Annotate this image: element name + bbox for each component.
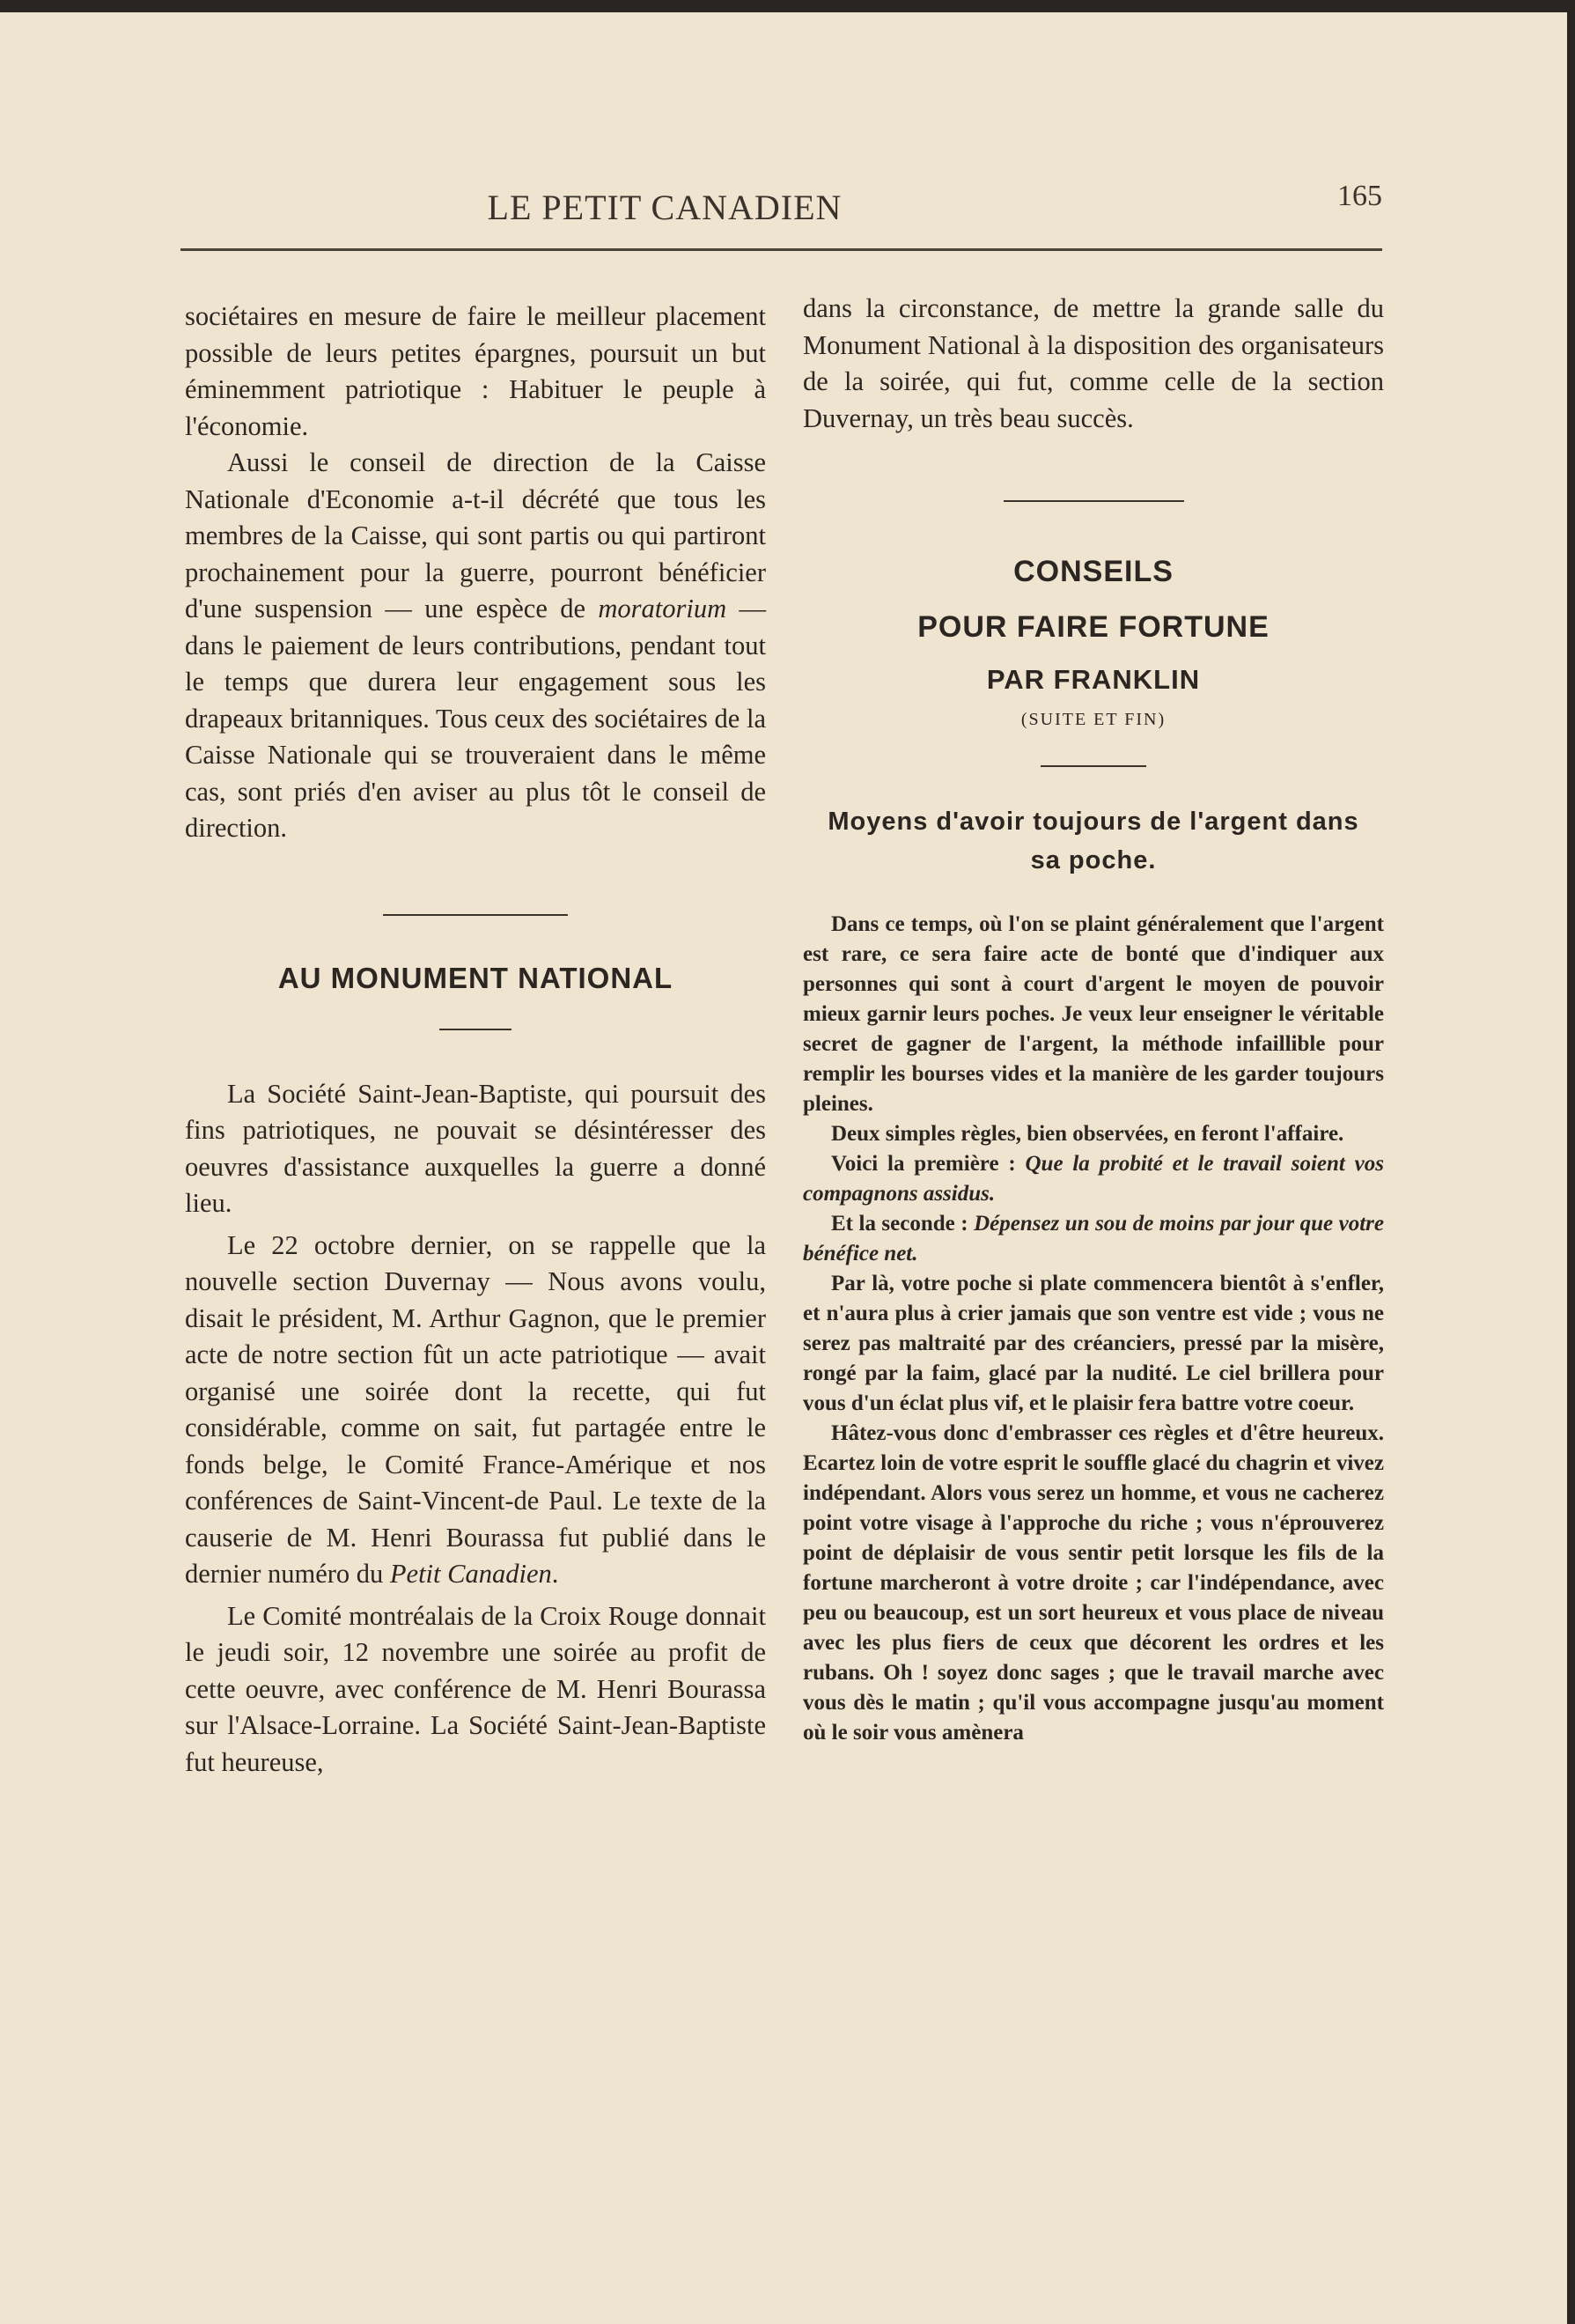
page-header bbox=[180, 180, 1382, 250]
paragraph bbox=[185, 445, 766, 847]
page-number: 165 bbox=[1337, 180, 1382, 212]
short-divider bbox=[1041, 765, 1146, 767]
article-title-line-2: POUR FAIRE FORTUNE bbox=[917, 610, 1270, 644]
right-column bbox=[803, 291, 1384, 1748]
text-run: Et la seconde : bbox=[831, 1212, 975, 1236]
page bbox=[0, 12, 1567, 2324]
italic-title: Petit Canadien bbox=[389, 1559, 552, 1589]
text-run: — dans le paiement de leurs contributions, pendant tout le temps que durera leur engagement sous les drapeaux britanniques. Tous ceux des sociétaires de la Caisse Nationale qui se trouveraient dans le même cas, sont priés d'en aviser au plus tôt le conseil de direction. bbox=[185, 594, 766, 843]
paragraph: dans la circonstance, de mettre la grande salle du Monument National à la disposition des organisateurs de la soirée, qui fut, comme celle de la section Duvernay, un très beau succès. bbox=[803, 293, 1384, 433]
paragraph bbox=[803, 1209, 1384, 1269]
section-divider bbox=[383, 914, 568, 916]
italic-rule: Dépensez un sou de moins par jour que votre bénéfice net. bbox=[803, 1212, 1384, 1265]
article-body bbox=[803, 910, 1384, 1748]
section-heading: AU MONUMENT NATIONAL bbox=[277, 961, 673, 994]
header-rule bbox=[180, 248, 1382, 251]
subheading: Moyens d'avoir toujours de l'argent dans sa poche. bbox=[828, 808, 1359, 874]
text-run: Voici la première : bbox=[831, 1152, 1026, 1176]
text-run: . bbox=[551, 1559, 559, 1589]
paragraph bbox=[803, 1149, 1384, 1209]
text-run: Aussi le conseil de direction de la Caisse Nationale d'Economie a-t-il décrété que tous les membres de la Caisse, qui sont partis ou qui partiront prochainement pour la guerre, pourront bénéficier d'une suspension — une espèce de bbox=[185, 447, 766, 623]
paragraph: Dans ce temps, où l'on se plaint généralement que l'argent est rare, ce sera faire acte de bonté que d'indiquer aux personnes qui sont à court d'argent le moyen de pouvoir mieux garnir leurs poches. Je veux leur enseigner le véritable secret de gagner de l'argent, la méthode infaillible pour remplir les bourses vides et la manière de les garder toujours pleines. bbox=[803, 912, 1384, 1116]
left-column bbox=[185, 299, 766, 1781]
article-author: PAR FRANKLIN bbox=[986, 664, 1201, 695]
short-divider bbox=[439, 1029, 512, 1030]
italic-rule: Que la probité et le travail soient vos compagnons assidus. bbox=[803, 1152, 1384, 1206]
italic-term: moratorium bbox=[598, 594, 727, 623]
paragraph: Par là, votre poche si plate commencera bientôt à s'enfler, et n'aura plus à crier jamais que son ventre est vide ; vous ne serez pas maltraité par des créanciers, pressé par la misère, rongé par la faim, glacé par la nudité. Le ciel brillera pour vous d'un éclat plus vif, et le plaisir fera battre votre coeur. bbox=[803, 1272, 1384, 1415]
paragraph: sociétaires en mesure de faire le meilleur placement possible de leurs petites épargnes, poursuit un but éminemment patriotique : Habituer le peuple à l'économie. bbox=[185, 301, 766, 441]
running-title: LE PETIT CANADIEN bbox=[487, 188, 843, 227]
paragraph: Hâtez-vous donc d'embrasser ces règles et d'être heureux. Ecartez loin de votre esprit le souffle glacé du chagrin et vivez indépendant. Alors vous serez un homme, et vous ne cacherez point votre visage à l'approche du riche ; vous n'éprouverez point de déplaisir de vous sentir petit lorsque les fils de la fortune marcheront à votre droite ; car l'indépendance, avec peu ou beaucoup, est un sort heureux et vous place de niveau avec les plus fiers de ceux que décorent les ordres et les rubans. Oh ! soyez donc sages ; que le travail marche avec vous dès le matin ; qu'il vous accompagne jusqu'au moment où le soir vous amènera bbox=[803, 1421, 1384, 1745]
text-run: Le 22 octobre dernier, on se rappelle que la nouvelle section Duvernay — Nous avons voulu, disait le président, M. Arthur Gagnon, que le premier acte de notre section fût un acte patriotique — avait organisé une soirée dont la recette, qui fut considérable, comme on sait, fut partagée entre le fonds belge, le Comité France-Amérique et nos conférences de Saint-Vincent-de Paul. Le texte de la causerie de M. Henri Bourassa fut publié dans le dernier numéro du bbox=[185, 1229, 766, 1589]
paragraph bbox=[185, 1228, 766, 1593]
section-divider bbox=[1004, 500, 1184, 502]
paragraph: Le Comité montréalais de la Croix Rouge donnait le jeudi soir, 12 novembre une soirée au profit de cette oeuvre, avec conférence de M. Henri Bourassa sur l'Alsace-Lorraine. La Société Saint-Jean-Baptiste fut heureuse, bbox=[185, 1600, 766, 1777]
article-title-line-1: CONSEILS bbox=[1013, 555, 1174, 588]
paragraph: Deux simples règles, bien observées, en feront l'affaire. bbox=[831, 1122, 1344, 1146]
article-subtitle: (SUITE ET FIN) bbox=[1020, 710, 1167, 729]
paragraph: La Société Saint-Jean-Baptiste, qui poursuit des fins patriotiques, ne pouvait se désintéresser des oeuvres d'assistance auxquelles la guerre a donné lieu. bbox=[185, 1078, 766, 1218]
